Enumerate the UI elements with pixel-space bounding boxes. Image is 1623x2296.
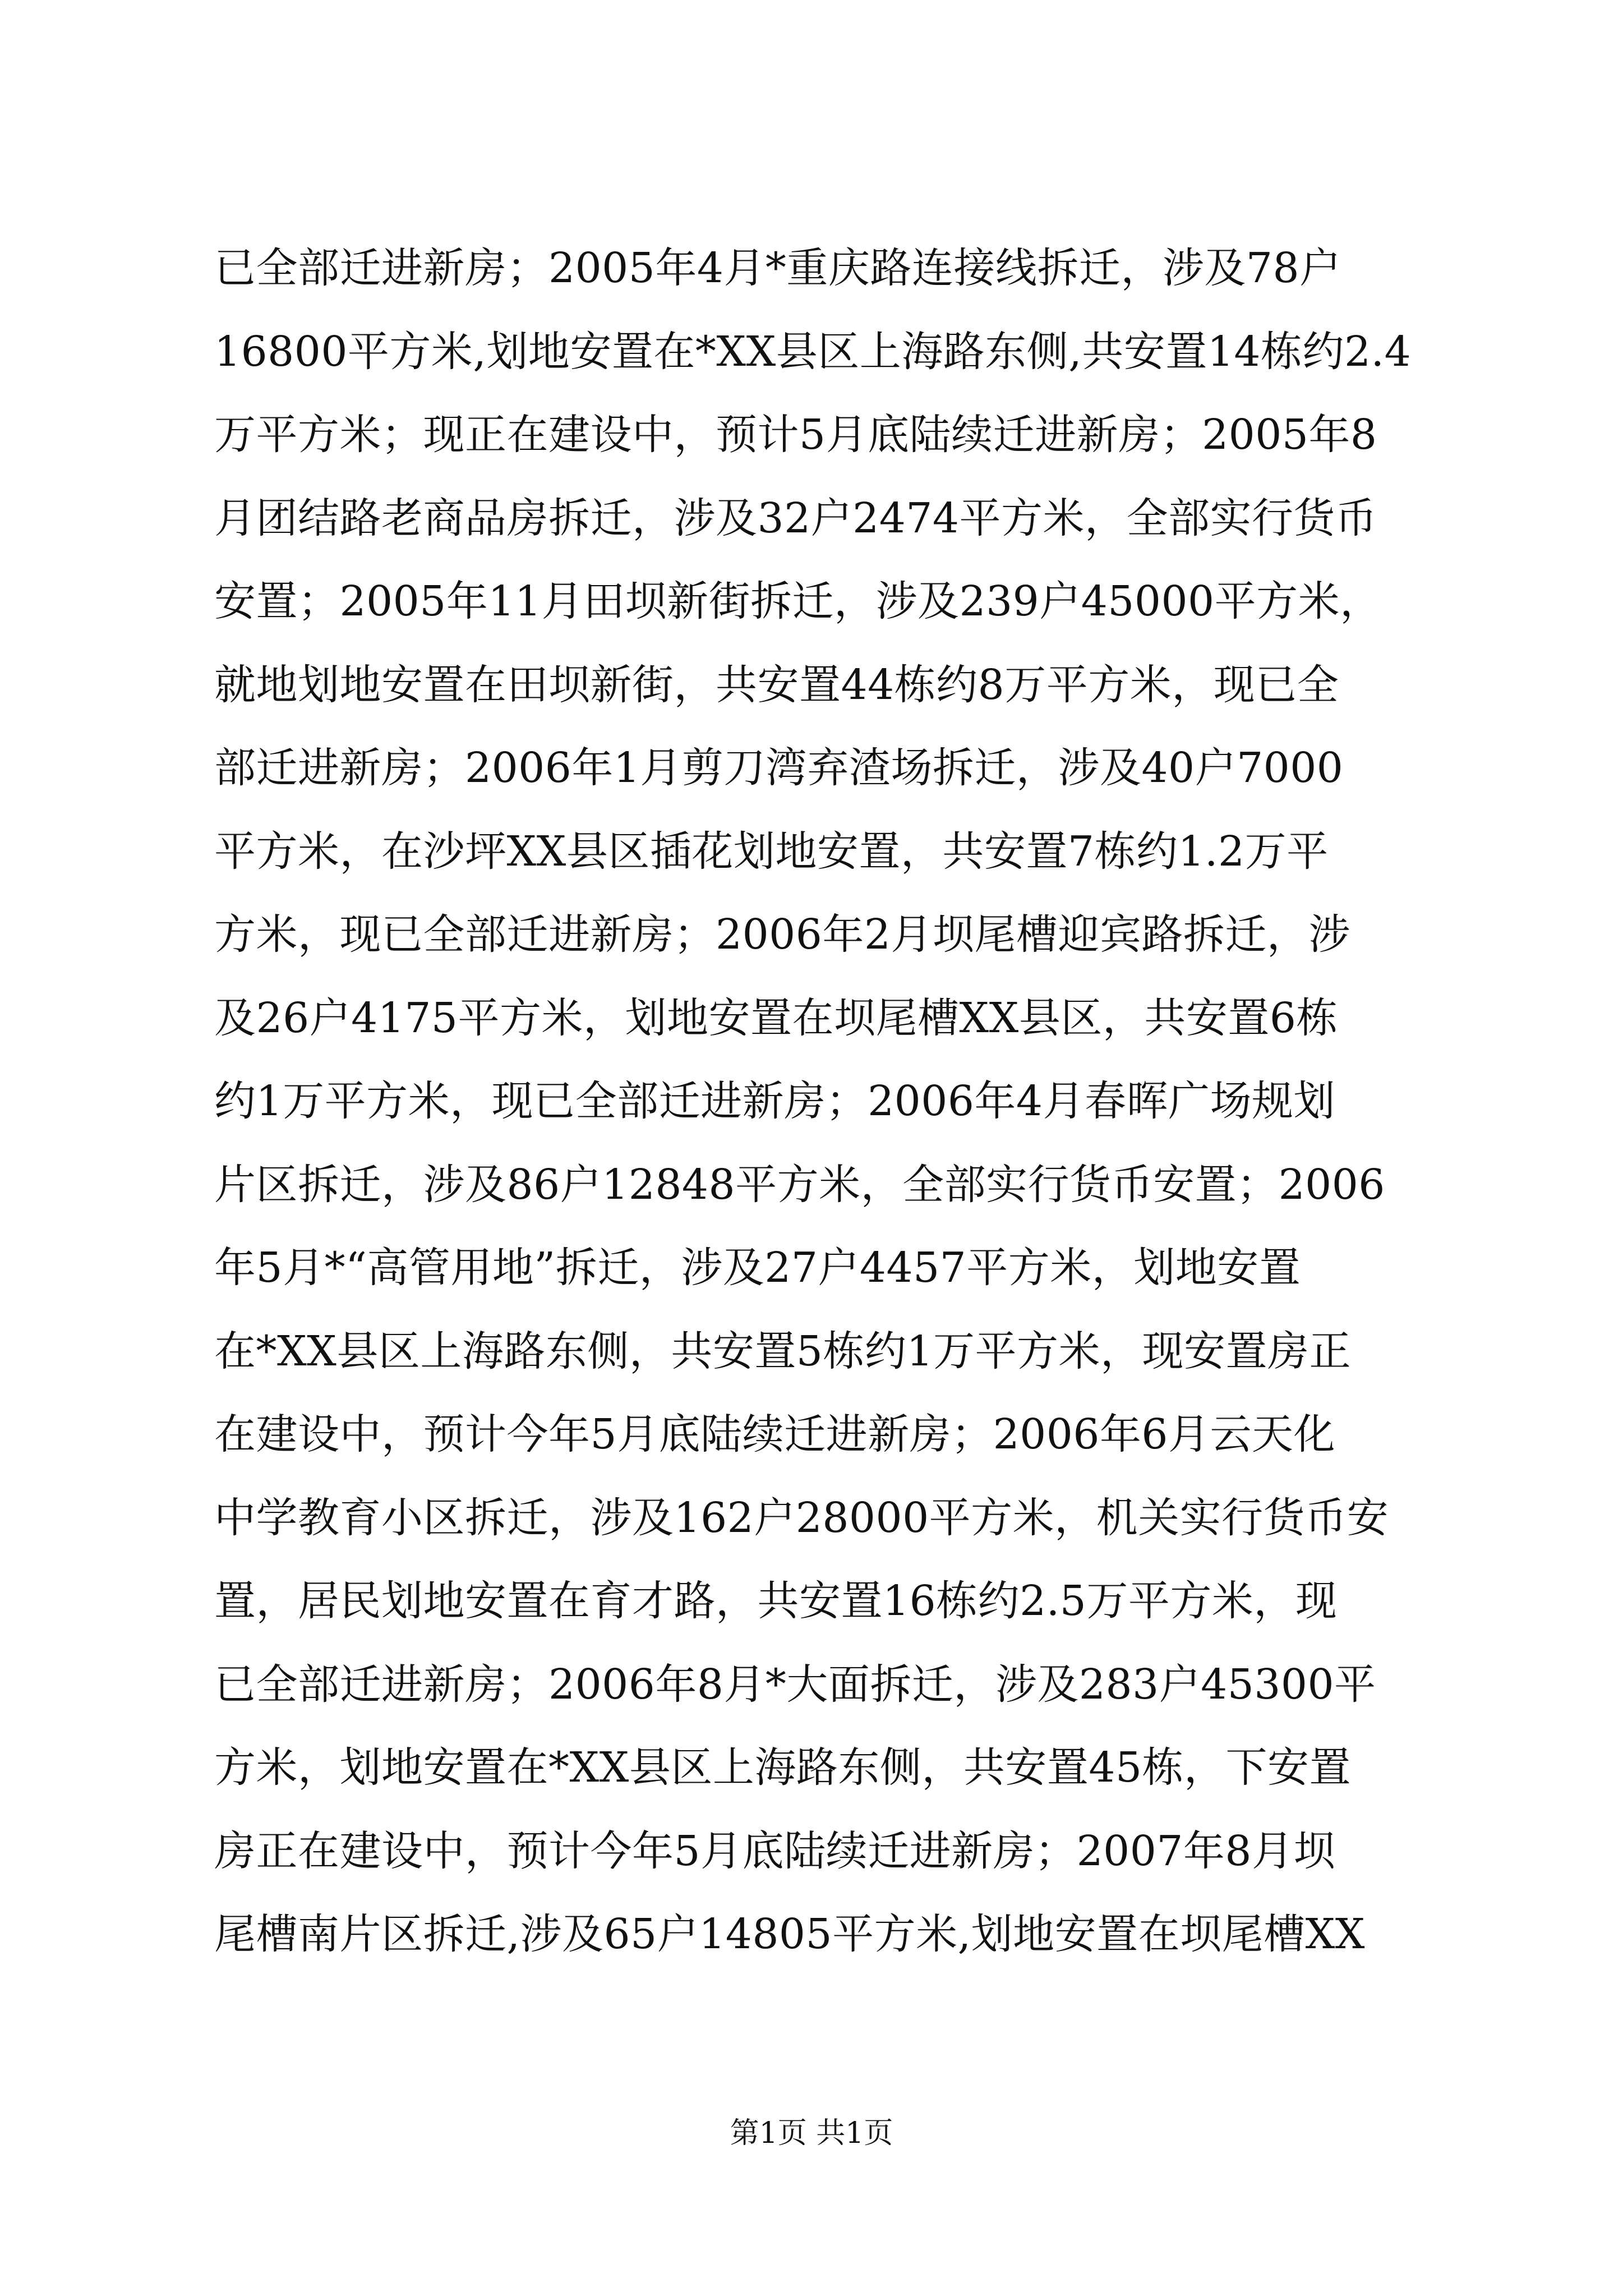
text-line: 置，居民划地安置在育才路，共安置16栋约2.5万平方米，现	[214, 1577, 1338, 1625]
page-number-label: 第1页 共1页	[730, 2116, 893, 2150]
text-line: 中学教育小区拆迁，涉及162户28000平方米，机关实行货币安	[214, 1493, 1389, 1542]
text-line: 方米，现已全部迁进新房；2006年2月坝尾槽迎宾路拆迁，涉	[214, 910, 1350, 959]
text-line: 已全部迁进新房；2005年4月*重庆路连接线拆迁，涉及78户	[214, 244, 1341, 292]
text-line: 方米，划地安置在*XX县区上海路东侧，共安置45栋，下安置	[214, 1743, 1352, 1792]
text-line: 就地划地安置在田坝新街，共安置44栋约8万平方米，现已全	[214, 660, 1339, 709]
text-line: 安置；2005年11月田坝新街拆迁，涉及239户45000平方米，	[214, 577, 1382, 625]
text-line: 尾槽南片区拆迁,涉及65户14805平方米,划地安置在坝尾槽XX	[214, 1910, 1365, 1958]
text-line: 平方米，在沙坪XX县区插花划地安置，共安置7栋约1.2万平	[214, 827, 1329, 876]
text-line: 年5月*“高管用地”拆迁，涉及27户4457平方米，划地安置	[214, 1244, 1301, 1292]
text-line: 已全部迁进新房；2006年8月*大面拆迁，涉及283户45300平	[214, 1660, 1376, 1709]
text-line: 16800平方米,划地安置在*XX县区上海路东侧,共安置14栋约2.4	[214, 327, 1412, 376]
text-line: 房正在建设中，预计今年5月底陆续迁进新房；2007年8月坝	[214, 1826, 1335, 1875]
text-line: 在建设中，预计今年5月底陆续迁进新房；2006年6月云天化	[214, 1410, 1335, 1458]
page-footer	[0, 2109, 1623, 2151]
text-line: 及26户4175平方米，划地安置在坝尾槽XX县区，共安置6栋	[214, 993, 1338, 1042]
body-text	[214, 227, 1431, 1976]
text-line: 在*XX县区上海路东侧，共安置5栋约1万平方米，现安置房正	[214, 1327, 1352, 1375]
text-line: 月团结路老商品房拆迁，涉及32户2474平方米，全部实行货币	[214, 494, 1377, 542]
text-line: 约1万平方米，现已全部迁进新房；2006年4月春晖广场规划	[214, 1077, 1335, 1125]
text-line: 万平方米；现正在建设中，预计5月底陆续迁进新房；2005年8	[214, 411, 1377, 459]
text-line: 部迁进新房；2006年1月剪刀湾弃渣场拆迁，涉及40户7000	[214, 744, 1344, 792]
text-line: 片区拆迁，涉及86户12848平方米，全部实行货币安置；2006	[214, 1160, 1385, 1209]
